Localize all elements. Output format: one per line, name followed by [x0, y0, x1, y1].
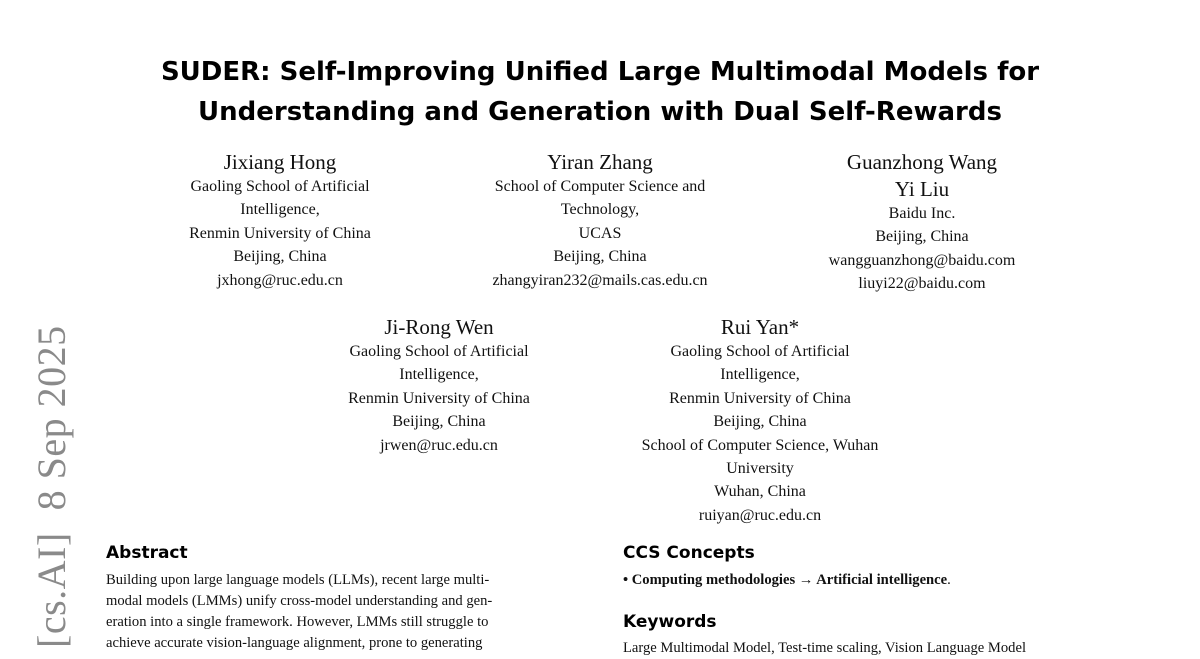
affiliation-location: Beijing, China — [713, 413, 807, 431]
author-block-ji-rong-wen — [279, 314, 599, 457]
affiliation-line: Intelligence, — [399, 366, 479, 384]
ccs-bullet: • — [623, 572, 632, 588]
affiliation-line: UCAS — [578, 224, 622, 242]
abstract-line: Building upon large language models (LLMs), recent large multi- — [106, 572, 490, 588]
author-email: zhangyiran232@mails.cas.edu.cn — [492, 271, 708, 289]
paper-title — [0, 52, 1200, 132]
affiliation-line: University — [726, 460, 794, 478]
author-name: Rui Yan* — [720, 315, 800, 339]
affiliation-line: Intelligence, — [240, 201, 320, 219]
arxiv-side-stamp — [28, 325, 76, 648]
title-line-1: SUDER: Self-Improving Unified Large Multimodal Models for — [160, 57, 1040, 87]
affiliation-location: Beijing, China — [392, 413, 486, 431]
author-name: Guanzhong Wang — [846, 150, 998, 174]
affiliation-location: Beijing, China — [875, 228, 969, 246]
author-email: liuyi22@baidu.com — [858, 275, 986, 293]
abstract-body — [106, 570, 582, 654]
affiliation-line: Gaoling School of Artificial — [670, 343, 850, 360]
keywords-heading: Keywords — [623, 612, 717, 632]
abstract-line: achieve accurate vision-language alignment, prone to generating — [106, 635, 483, 651]
affiliation-line: Technology, — [560, 201, 640, 219]
affiliation-location: Beijing, China — [233, 248, 327, 266]
author-email: wangguanzhong@baidu.com — [828, 251, 1016, 269]
abstract-heading: Abstract — [106, 543, 188, 563]
author-block-yiran-zhang — [440, 149, 760, 292]
ccs-period: . — [947, 572, 951, 588]
affiliation-line: Gaoling School of Artificial — [349, 343, 529, 360]
affiliation-line: School of Computer Science, Wuhan — [641, 436, 879, 454]
author-email: jxhong@ruc.edu.cn — [217, 271, 343, 289]
author-block-baidu — [762, 149, 1082, 296]
author-name: Ji-Rong Wen — [384, 315, 494, 339]
author-name: Yi Liu — [894, 177, 950, 201]
arxiv-category: [cs.AI] — [29, 532, 74, 648]
title-line-2: Understanding and Generation with Dual Self-Rewards — [198, 97, 1002, 127]
ccs-concepts-entry — [623, 570, 951, 591]
author-name: Jixiang Hong — [223, 150, 337, 174]
affiliation-location: Wuhan, China — [714, 483, 806, 501]
affiliation-line: Renmin University of China — [669, 389, 851, 407]
affiliation-line: Baidu Inc. — [888, 205, 956, 222]
abstract-line: modal models (LMMs) unify cross-model understanding and gen- — [106, 593, 493, 609]
affiliation-line: Intelligence, — [720, 366, 800, 384]
author-block-jixiang-hong — [120, 149, 440, 292]
arxiv-date: 8 Sep 2025 — [29, 325, 74, 511]
ccs-concept-text: Computing methodologies → Artificial intelligence — [631, 572, 948, 588]
keywords-text: Large Multimodal Model, Test-time scaling, Vision Language Model — [623, 640, 1027, 656]
ccs-concepts-heading: CCS Concepts — [623, 543, 755, 563]
affiliation-line: Renmin University of China — [348, 389, 530, 407]
author-block-rui-yan — [600, 314, 920, 527]
abstract-line: eration into a single framework. However, LMMs still struggle to — [106, 614, 489, 630]
author-email: jrwen@ruc.edu.cn — [380, 436, 498, 454]
affiliation-line: Renmin University of China — [189, 224, 371, 242]
author-email: ruiyan@ruc.edu.cn — [698, 506, 822, 524]
affiliation-line: School of Computer Science and — [494, 178, 706, 195]
author-name: Yiran Zhang — [547, 150, 653, 174]
affiliation-line: Gaoling School of Artificial — [190, 178, 370, 195]
affiliation-location: Beijing, China — [553, 248, 647, 266]
